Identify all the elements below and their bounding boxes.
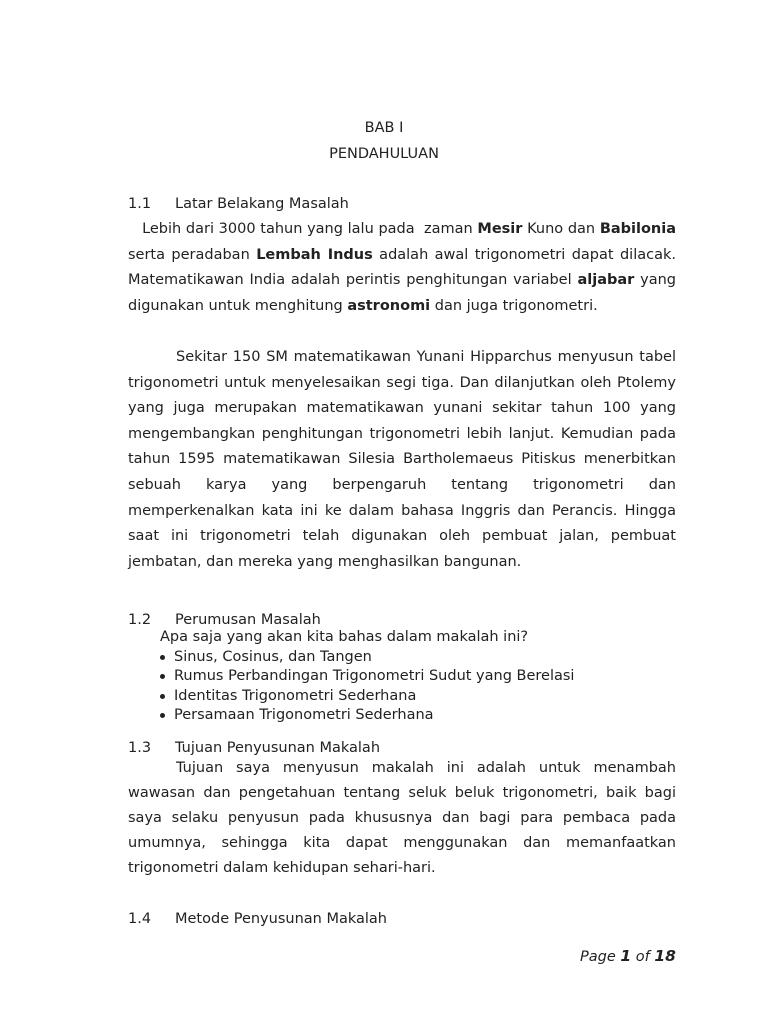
section-number: 1.3	[128, 740, 152, 756]
list-item: Identitas Trigonometri Sederhana	[160, 687, 680, 706]
bold-term: Babilonia	[599, 221, 677, 237]
section-1-2-heading	[128, 612, 321, 628]
section-1-1-heading	[128, 196, 349, 212]
section-1-1-paragraph-2: Sekitar 150 SM matematikawan Yunani Hipparchus menyusun tabel trigonometri untuk menyelesaikan segi tiga. Dan dilanjutkan oleh Ptolemy yang juga merupakan matematikawan yunani sekitar tahun 100 yang mengembangkan penghitungan trigonometri lebih lanjut. Kemudian pada tahun 1595 matematikawan Silesia Bartholemaeus Pitiskus menerbitkan sebuah karya yang berpengaruh tentang trigonometri dan memperkenalkan kata ini ke dalam bahasa Inggris dan Perancis. Hingga saat ini trigonometri telah digunakan oleh pembuat jalan, pembuat jembatan, dan mereka yang menghasilkan bangunan.	[128, 349, 676, 570]
bold-term: aljabar	[577, 272, 635, 289]
section-title: Metode Penyusunan Makalah	[175, 911, 387, 927]
bold-term: Mesir	[477, 221, 523, 237]
text-run: yang digunakan untuk menghitung	[128, 272, 681, 314]
section-title: Perumusan Masalah	[175, 612, 321, 628]
text-run: Lebih dari 3000 tahun yang lalu pada zaman	[128, 221, 478, 237]
page-footer	[580, 947, 676, 965]
section-number: 1.4	[128, 911, 152, 927]
bold-term: Lembah Indus	[256, 246, 373, 263]
section-1-1-paragraph-1	[128, 217, 681, 319]
page-total: 18	[654, 947, 676, 965]
problem-list	[160, 648, 680, 725]
list-item: Rumus Perbandingan Trigonometri Sudut yang Berelasi	[160, 667, 680, 686]
page-number: 1	[620, 947, 632, 965]
bold-term: astronomi	[347, 297, 431, 314]
text-run: serta peradaban	[128, 221, 681, 263]
section-1-2-intro: Apa saja yang akan kita bahas dalam makalah ini?	[160, 629, 529, 645]
section-title: Tujuan Penyusunan Makalah	[175, 740, 381, 756]
list-item: Persamaan Trigonometri Sederhana	[160, 706, 680, 725]
chapter-label: BAB I	[364, 120, 404, 136]
section-1-3-paragraph: Tujuan saya menyusun makalah ini adalah untuk menambah wawasan dan pengetahuan tentang seluk beluk trigonometri, baik bagi saya selaku penyusun pada khususnya dan bagi para pembaca pada umumnya, sehingga kita dapat menggunakan dan memanfaatkan trigonometri dalam kehidupan sehari-hari.	[128, 760, 676, 876]
text-run: adalah awal trigonometri dapat dilacak. Matematikawan India adalah perintis penghitungan variabel	[128, 246, 681, 289]
text-run: Kuno dan	[522, 221, 600, 237]
section-1-3-heading	[128, 740, 380, 756]
section-title: Latar Belakang Masalah	[175, 196, 349, 212]
chapter-title: PENDAHULUAN	[329, 146, 439, 162]
text-run: dan juga trigonometri.	[430, 297, 598, 314]
section-number: 1.2	[128, 612, 152, 628]
of-label: of	[635, 949, 650, 965]
page-label: Page	[580, 949, 616, 965]
list-item: Sinus, Cosinus, dan Tangen	[160, 648, 680, 667]
section-1-4-heading	[128, 911, 387, 927]
section-number: 1.1	[128, 196, 152, 212]
